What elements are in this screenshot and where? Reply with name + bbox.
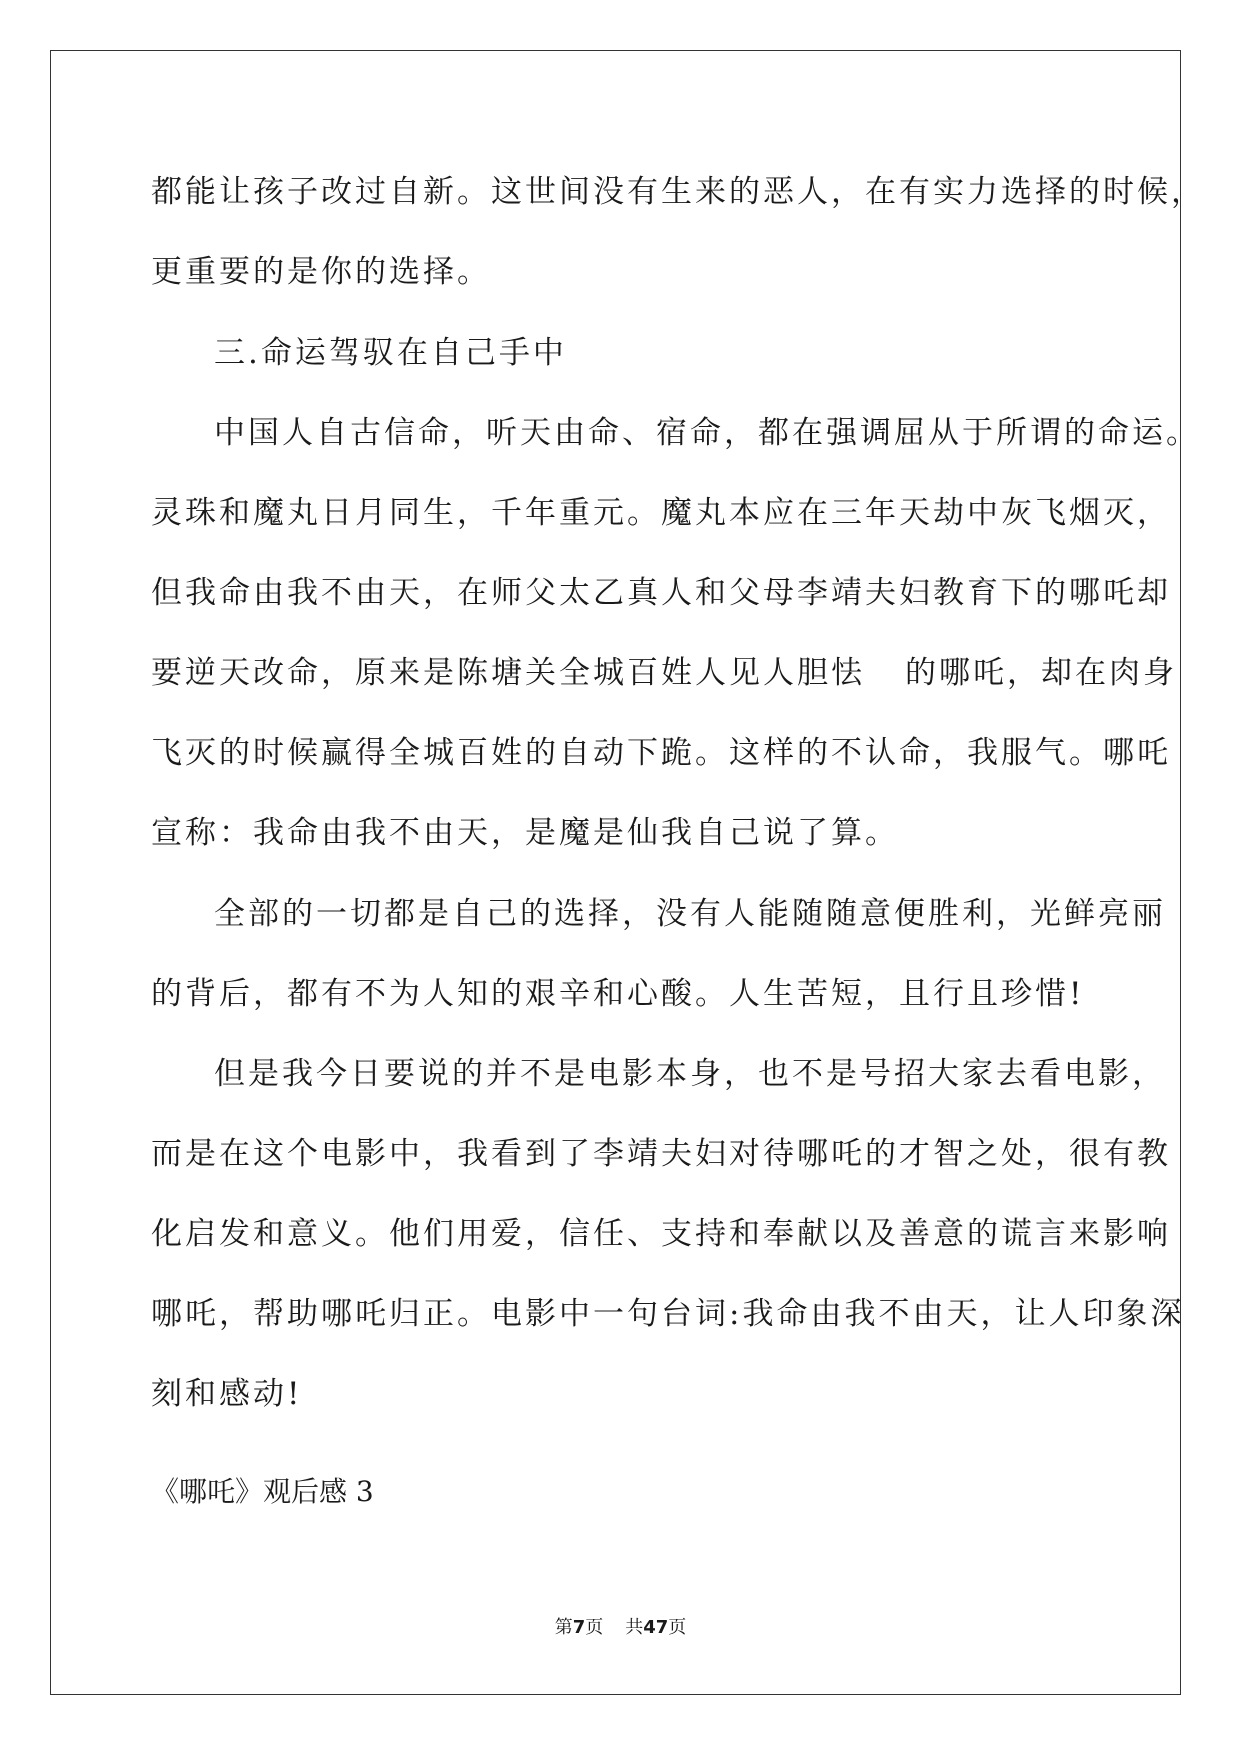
- paragraph-line: 更重要的是你的选择。: [151, 254, 491, 290]
- page-border: [50, 50, 1181, 1695]
- paragraph-line: 灵珠和魔丸日月同生，千年重元。魔丸本应在三年天劫中灰飞烟灭，: [151, 495, 1171, 531]
- page-footer: [0, 1616, 1241, 1640]
- line-segment: 要逆天改命，原来是陈塘关全城百姓人见人胆怯: [151, 655, 865, 691]
- paragraph-line: 飞灭的时候赢得全城百姓的自动下跪。这样的不认命，我服气。哪吒: [151, 735, 1171, 771]
- paragraph-line: 全部的一切都是自己的选择，没有人能随随意便胜利，光鲜亮丽: [214, 896, 1166, 932]
- paragraph-line: 刻和感动!: [151, 1376, 303, 1412]
- paragraph-line: 的背后，都有不为人知的艰辛和心酸。人生苦短，且行且珍惜!: [151, 976, 1085, 1012]
- next-section-title: 《哪吒》观后感 3: [151, 1475, 374, 1508]
- total-prefix: 共: [625, 1617, 644, 1638]
- paragraph-line: 而是在这个电影中，我看到了李靖夫妇对待哪吒的才智之处，很有教: [151, 1136, 1171, 1172]
- paragraph-line: 化启发和意义。他们用爱，信任、支持和奉献以及善意的谎言来影响: [151, 1216, 1171, 1252]
- line-segment: 的哪吒，却在肉身: [905, 655, 1177, 691]
- paragraph-line: 哪吒，帮助哪吒归正。电影中一句台词:我命由我不由天，让人印象深: [151, 1296, 1185, 1332]
- page-prefix: 第: [554, 1617, 573, 1638]
- total-pages: 47: [643, 1617, 669, 1638]
- page-number: 7: [572, 1617, 586, 1638]
- section-heading: 三.命运驾驭在自己手中: [214, 335, 567, 371]
- total-suffix: 页: [668, 1617, 687, 1638]
- paragraph-line: 但我命由我不由天，在师父太乙真人和父母李靖夫妇教育下的哪吒却: [151, 575, 1171, 611]
- paragraph-line: 宣称：我命由我不由天，是魔是仙我自己说了算。: [151, 815, 899, 851]
- paragraph-line: 中国人自古信命，听天由命、宿命，都在强调屈从于所谓的命运。: [214, 415, 1200, 451]
- paragraph-line: 都能让孩子改过自新。这世间没有生来的恶人，在有实力选择的时候，: [151, 174, 1205, 210]
- paragraph-line: [151, 653, 1177, 693]
- page-suffix: 页: [585, 1617, 604, 1638]
- paragraph-line: 但是我今日要说的并不是电影本身，也不是号招大家去看电影，: [214, 1056, 1166, 1092]
